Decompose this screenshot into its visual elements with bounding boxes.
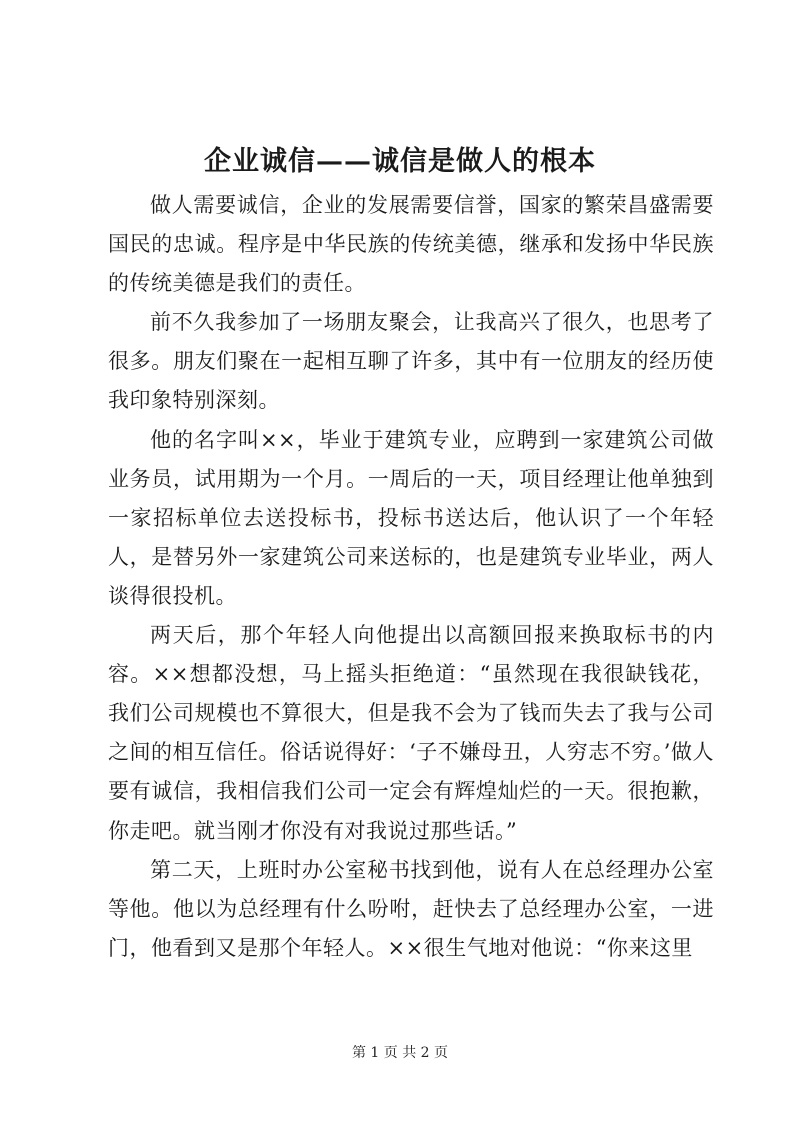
paragraph-2: 前不久我参加了一场朋友聚会，让我高兴了很久，也思考了很多。朋友们聚在一起相互聊了许多，其中有一位朋友的经历使我印象特别深刻。	[108, 310, 714, 413]
paragraph-1: 做人需要诚信，企业的发展需要信誉，国家的繁荣昌盛需要国民的忠诚。程序是中华民族的传统美德，继承和发扬中华民族的传统美德是我们的责任。	[108, 193, 714, 296]
page-footer: 第 1 页 共 2 页	[351, 1045, 449, 1061]
paragraph-3: 他的名字叫××，毕业于建筑专业，应聘到一家建筑公司做业务员，试用期为一个月。一周后的一天，项目经理让他单独到一家招标单位去送投标书，投标书送达后，他认识了一个年轻人，是替另外一家建筑公司来送标的，也是建筑专业毕业，两人谈得很投机。	[108, 427, 714, 608]
document-title: 企业诚信——诚信是做人的根本	[204, 146, 596, 177]
document-body	[108, 186, 714, 968]
paragraph-4: 两天后，那个年轻人向他提出以高额回报来换取标书的内容。××想都没想，马上摇头拒绝道：“虽然现在我很缺钱花，我们公司规模也不算很大，但是我不会为了钱而失去了我与公司之间的相互信任。俗话说得好：‘子不嫌母丑，人穷志不穷。’做人要有诚信，我相信我们公司一定会有辉煌灿烂的一天。很抱歉，你走吧。就当刚才你没有对我说过那些话。”	[108, 623, 714, 843]
paragraph-5: 第二天，上班时办公室秘书找到他，说有人在总经理办公室等他。他以为总经理有什么吩咐，赶快去了总经理办公室，一进门，他看到又是那个年轻人。××很生气地对他说：“你来这里	[108, 857, 714, 960]
